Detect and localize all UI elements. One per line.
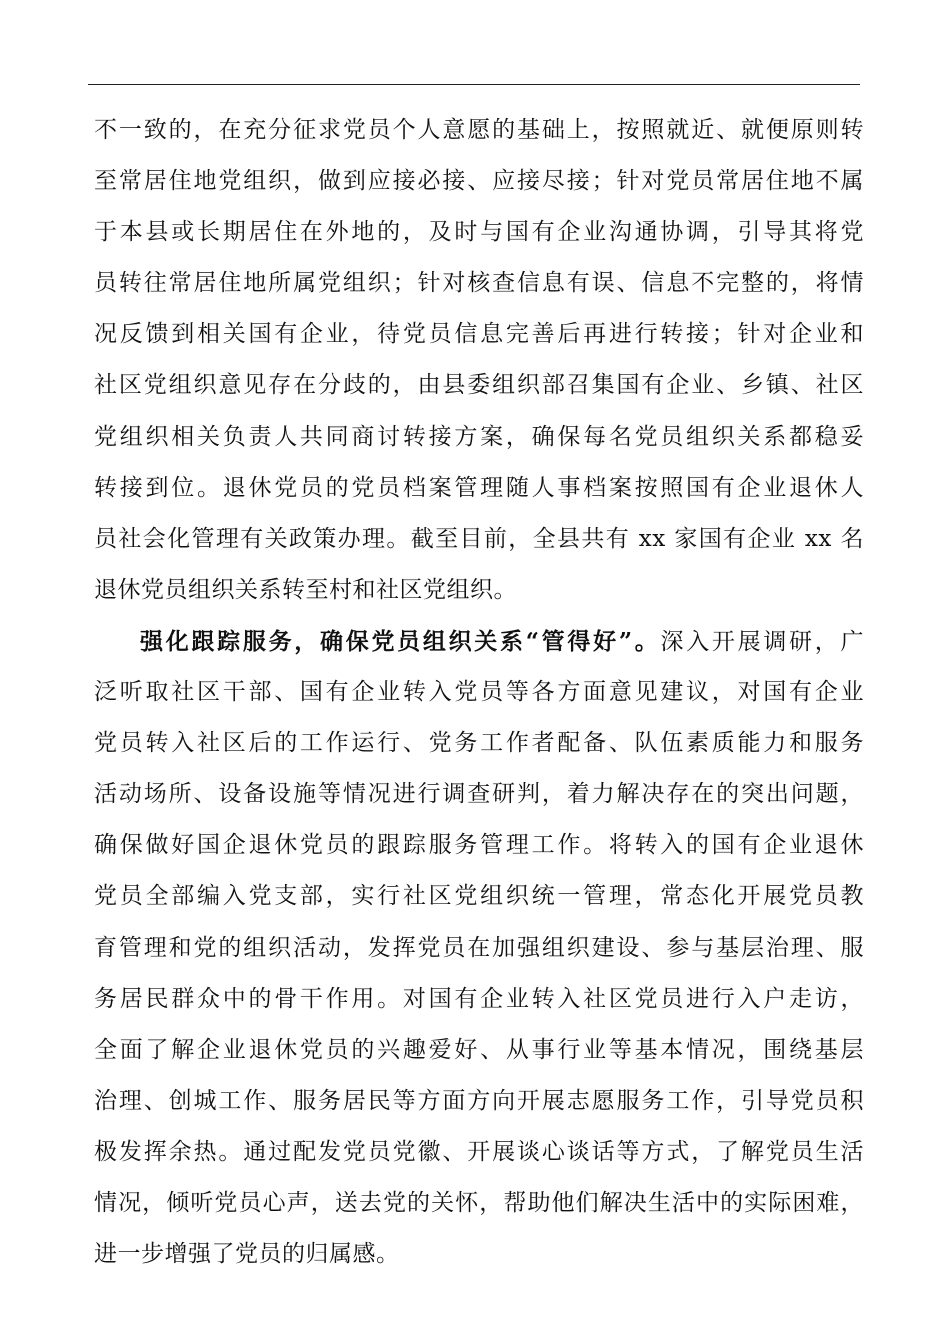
paragraph-2 xyxy=(94,616,864,1280)
text-line: 党员全部编入党支部，实行社区党组织统一管理，常态化开展党员教 xyxy=(94,883,864,910)
text-line: 育管理和党的组织活动，发挥党员在加强组织建设、参与基层治理、服 xyxy=(94,934,864,961)
text-line: 党组织相关负责人共同商讨转接方案，确保每名党员组织关系都稳妥 xyxy=(94,423,864,450)
text-line: 党员转入社区后的工作运行、党务工作者配备、队伍素质能力和服务 xyxy=(94,730,864,757)
text-line: 社区党组织意见存在分歧的，由县委组织部召集国有企业、乡镇、社区 xyxy=(94,372,864,399)
text-line: 全面了解企业退休党员的兴趣爱好、从事行业等基本情况，围绕基层 xyxy=(94,1036,864,1063)
text-line: 务居民群众中的骨干作用。对国有企业转入社区党员进行入户走访， xyxy=(94,985,864,1012)
paragraph-1 xyxy=(94,105,864,616)
text-line: 转接到位。退休党员的党员档案管理随人事档案按照国有企业退休人 xyxy=(94,474,864,501)
text-line: 泛听取社区干部、国有企业转入党员等各方面意见建议，对国有企业 xyxy=(94,679,864,706)
text-line: 员转往常居住地所属党组织；针对核查信息有误、信息不完整的，将情 xyxy=(94,270,864,297)
text-line: 员社会化管理有关政策办理。截至目前，全县共有 xx 家国有企业 xx 名 xyxy=(94,525,864,552)
text-line: 活动场所、设备设施等情况进行调查研判，着力解决存在的突出问题， xyxy=(94,781,864,808)
text-line: 退休党员组织关系转至村和社区党组织。 xyxy=(94,576,517,603)
document-body xyxy=(94,105,864,1280)
text-line: 进一步增强了党员的归属感。 xyxy=(94,1241,400,1268)
text-line: 至常居住地党组织，做到应接必接、应接尽接；针对党员常居住地不属 xyxy=(94,168,864,195)
header-rule xyxy=(88,84,860,85)
text-line: 治理、创城工作、服务居民等方面方向开展志愿服务工作，引导党员积 xyxy=(94,1087,864,1114)
text-line: 不一致的，在充分征求党员个人意愿的基础上，按照就近、就便原则转 xyxy=(94,117,864,143)
text-line: 情况，倾听党员心声，送去党的关怀，帮助他们解决生活中的实际困难， xyxy=(94,1189,864,1216)
text-line: 极发挥余热。通过配发党员党徽、开展谈心谈话等方式，了解党员生活 xyxy=(94,1138,864,1165)
text-line: 确保做好国企退休党员的跟踪服务管理工作。将转入的国有企业退休 xyxy=(94,832,864,859)
paragraph-heading: 强化跟踪服务，确保党员组织关系“管得好”。 xyxy=(140,627,661,655)
paragraph-first-line xyxy=(94,616,864,667)
text-line: 于本县或长期居住在外地的，及时与国有企业沟通协调，引导其将党 xyxy=(94,219,864,246)
text-line: 况反馈到相关国有企业，待党员信息完善后再进行转接；针对企业和 xyxy=(94,321,864,348)
first-line-text: 深入开展调研，广 xyxy=(660,628,864,655)
